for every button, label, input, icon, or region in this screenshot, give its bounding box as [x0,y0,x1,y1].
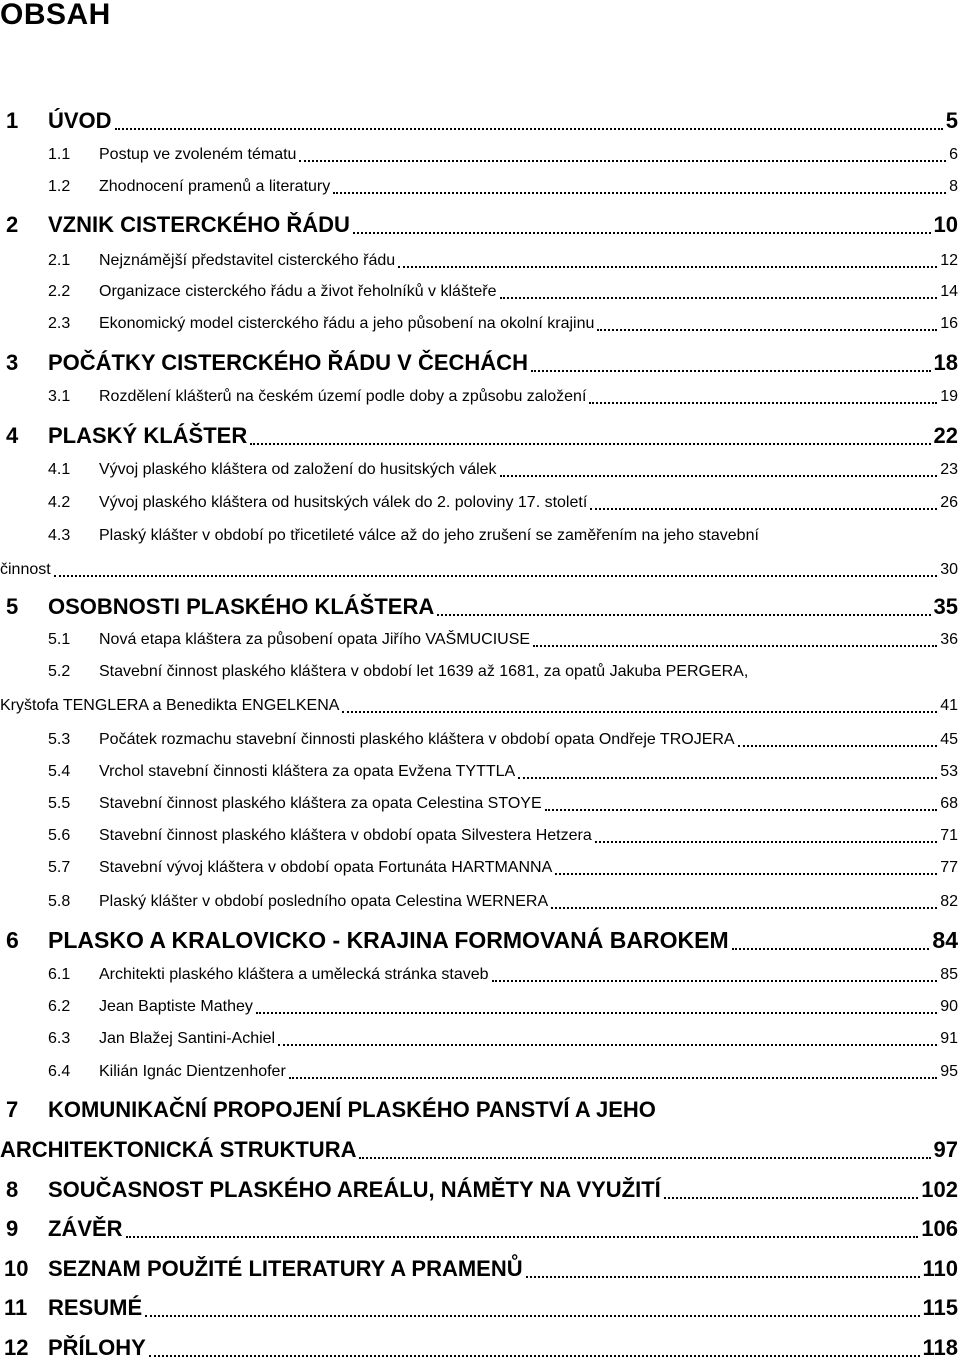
toc-title: Plaský klášter v období posledního opata Celestina WERNERA [99,893,549,910]
toc-page-number: 16 [940,315,958,332]
toc-chapter[interactable] [0,423,960,453]
toc-number: 9 [6,1216,19,1241]
toc-title: POČÁTKY CISTERCKÉHO ŘÁDU V ČECHÁCH [48,350,528,375]
toc-section[interactable] [0,731,960,761]
toc-page-number: 118 [922,1335,958,1360]
toc-dot-leader [126,1236,919,1238]
toc-number: 3 [6,350,19,375]
toc-section[interactable] [0,252,960,282]
toc-number: 5.8 [48,893,71,910]
toc-chapter[interactable] [0,1295,960,1325]
toc-title: PLASKO A KRALOVICKO - KRAJINA FORMOVANÁ BAROKEM [48,927,729,953]
toc-title: PŘÍLOHY [48,1335,146,1360]
toc-chapter[interactable] [0,1256,960,1286]
toc-dot-leader [533,645,937,647]
toc-dot-leader [500,297,938,299]
toc-title-continuation: Kryštofa TENGLERA a Benedikta ENGELKENA [0,697,340,714]
toc-chapter[interactable] [0,1216,960,1246]
toc-number: 2.2 [48,283,71,300]
toc-title: Rozdělení klášterů na českém území podle doby a způsobu založení [99,388,587,405]
toc-number: 5.5 [48,795,71,812]
toc-title: Stavební činnost plaského kláštera v období opata Silvestera Hetzera [99,827,592,844]
toc-page-number: 84 [932,927,958,953]
toc-number: 5.2 [48,663,71,680]
toc-number: 6 [6,927,19,953]
toc-dot-leader [738,745,938,747]
toc-number: 6.2 [48,998,71,1015]
toc-number: 5 [6,594,19,619]
toc-section[interactable] [0,461,960,491]
toc-dot-leader [278,1044,937,1046]
toc-page-number: 106 [921,1216,958,1241]
toc-page-number: 71 [940,827,958,844]
toc-number: 5.7 [48,859,71,876]
toc-title: RESUMÉ [48,1295,143,1320]
toc-title-continuation: ARCHITEKTONICKÁ STRUKTURA [0,1137,357,1162]
toc-page-number: 30 [940,561,958,578]
toc-title: Vývoj plaského kláštera od husitských válek do 2. poloviny 17. století [99,494,588,511]
toc-title: Stavební vývoj kláštera v období opata Fortunáta HARTMANNA [99,859,553,876]
toc-number: 1.2 [48,178,71,195]
toc-dot-leader [256,1012,937,1014]
toc-section[interactable] [0,315,960,345]
toc-page-number: 85 [940,966,958,983]
toc-page-number: 77 [940,859,958,876]
toc-number: 5.4 [48,763,71,780]
toc-dot-leader [359,1157,930,1159]
toc-title: Vývoj plaského kláštera od založení do husitských válek [99,461,497,478]
toc-dot-leader [590,508,937,510]
toc-dot-leader [250,443,930,445]
toc-title: ÚVOD [48,108,112,133]
toc-dot-leader [551,907,937,909]
toc-title: Ekonomický model cisterckého řádu a jeho působení na okolní krajinu [99,315,595,332]
toc-number: 6.3 [48,1030,71,1047]
toc-dot-leader [732,948,930,950]
toc-page-number: 110 [922,1256,958,1281]
toc-title: Zhodnocení pramenů a literatury [99,178,331,195]
toc-page-number: 95 [940,1063,958,1080]
toc-section[interactable] [0,178,960,208]
toc-title: PLASKÝ KLÁŠTER [48,423,248,448]
toc-page-number: 19 [940,388,958,405]
toc-section[interactable] [0,859,960,889]
toc-page-number: 45 [940,731,958,748]
toc-page-number: 35 [933,594,958,619]
toc-title: Počátek rozmachu stavební činnosti plaského kláštera v období opata Ondřeje TROJERA [99,731,735,748]
toc-page-number: 14 [940,283,958,300]
toc-number: 1 [6,108,19,133]
toc-title-continuation: činnost [0,561,51,578]
toc-section[interactable] [0,146,960,176]
toc-number: 11 [4,1295,28,1320]
toc-number: 6.1 [48,966,71,983]
toc-page-number: 68 [940,795,958,812]
toc-section[interactable] [0,1030,960,1060]
toc-dot-leader [342,711,937,713]
toc-number: 5.6 [48,827,71,844]
toc-title: OSOBNOSTI PLASKÉHO KLÁŠTERA [48,594,435,619]
toc-number: 8 [6,1177,19,1202]
toc-section[interactable] [0,494,960,524]
toc-page-number: 53 [940,763,958,780]
toc-page-number: 8 [949,178,958,195]
toc-dot-leader [149,1355,920,1357]
toc-section[interactable] [0,631,960,661]
toc-title: Jean Baptiste Mathey [99,998,253,1015]
toc-title: Vrchol stavební činnosti kláštera za opata Evžena TYTTLA [99,763,516,780]
toc-dot-leader [518,777,937,779]
toc-number: 12 [4,1335,29,1360]
toc-title: VZNIK CISTERCKÉHO ŘÁDU [48,212,350,237]
toc-page-number: 102 [921,1177,958,1202]
toc-chapter[interactable] [0,1097,960,1167]
toc-chapter[interactable] [0,1335,960,1365]
toc-dot-leader [437,614,930,616]
toc-dot-leader [555,873,937,875]
toc-title: Jan Blažej Santini-Achiel [99,1030,276,1047]
toc-chapter[interactable] [0,350,960,380]
toc-number: 4.1 [48,461,71,478]
toc-dot-leader [115,128,943,130]
toc-dot-leader [664,1197,919,1199]
toc-chapter[interactable] [0,108,960,138]
toc-section[interactable] [0,1063,960,1093]
toc-dot-leader [531,370,931,372]
toc-dot-leader [589,402,937,404]
toc-page-number: 41 [940,697,958,714]
toc-page-number: 115 [922,1295,958,1320]
toc-title: Kilián Ignác Dientzenhofer [99,1063,286,1080]
toc-chapter[interactable] [0,594,960,624]
toc-number: 5.1 [48,631,71,648]
toc-section[interactable] [0,763,960,793]
toc-page-number: 5 [945,108,958,133]
toc-page-number: 12 [940,252,958,269]
toc-title: Nejznámější představitel cisterckého řádu [99,252,396,269]
toc-page-number: 91 [940,1030,958,1047]
toc-dot-leader [597,329,937,331]
toc-chapter[interactable] [0,212,960,242]
toc-number: 2.1 [48,252,71,269]
toc-section[interactable] [0,827,960,857]
toc-dot-leader [333,192,946,194]
page-title: OBSAH [0,0,111,31]
toc-title: KOMUNIKAČNÍ PROPOJENÍ PLASKÉHO PANSTVÍ A JEHO [48,1097,656,1122]
toc-number: 2.3 [48,315,71,332]
toc-page-number: 10 [933,212,958,237]
toc-dot-leader [398,266,937,268]
toc-chapter[interactable] [0,1177,960,1207]
toc-page-number: 18 [933,350,958,375]
toc-dot-leader [54,575,938,577]
toc-number: 7 [6,1097,19,1122]
toc-number: 1.1 [48,146,71,163]
toc-section[interactable] [0,663,960,727]
toc-chapter[interactable] [0,927,960,957]
toc-page-number: 23 [940,461,958,478]
toc-title: Nová etapa kláštera za působení opata Jiřího VAŠMUCIUSE [99,631,531,648]
toc-page-number: 97 [933,1137,958,1162]
toc-number: 6.4 [48,1063,71,1080]
toc-number: 4 [6,423,19,448]
toc-dot-leader [289,1077,937,1079]
toc-dot-leader [353,232,931,234]
toc-title: SOUČASNOST PLASKÉHO AREÁLU, NÁMĚTY NA VYUŽITÍ [48,1177,661,1202]
toc-page-number: 82 [940,893,958,910]
toc-title: Postup ve zvoleném tématu [99,146,297,163]
toc-section[interactable] [0,893,960,923]
toc-dot-leader [299,160,946,162]
toc-page-number: 90 [940,998,958,1015]
toc-section[interactable] [0,388,960,418]
toc-number: 5.3 [48,731,71,748]
toc-number: 10 [4,1256,29,1281]
toc-page-number: 6 [949,146,958,163]
toc-title: ZÁVĚR [48,1216,123,1241]
toc-number: 4.2 [48,494,71,511]
toc-dot-leader [595,841,937,843]
toc-section[interactable] [0,998,960,1028]
toc-title: SEZNAM POUŽITÉ LITERATURY A PRAMENŮ [48,1256,523,1281]
toc-page-number: 36 [940,631,958,648]
toc-title: Stavební činnost plaského kláštera v období let 1639 až 1681, za opatů Jakuba PERGERA, [99,663,749,680]
toc-title: Stavební činnost plaského kláštera za opata Celestina STOYE [99,795,542,812]
toc-dot-leader [500,475,938,477]
toc-number: 2 [6,212,19,237]
toc-dot-leader [492,980,938,982]
toc-section[interactable] [0,795,960,825]
toc-section[interactable] [0,283,960,313]
toc-dot-leader [545,809,938,811]
toc-title: Organizace cisterckého řádu a život řeholníků v klášteře [99,283,497,300]
toc-section[interactable] [0,527,960,591]
toc-page-number: 26 [940,494,958,511]
toc-page-number: 22 [933,423,958,448]
toc-number: 4.3 [48,527,71,544]
toc-number: 3.1 [48,388,71,405]
toc-dot-leader [526,1276,920,1278]
toc-dot-leader [145,1315,919,1317]
toc-title: Plaský klášter v období po třicetileté válce až do jeho zrušení se zaměřením na jeho stavební [99,527,759,544]
toc-title: Architekti plaského kláštera a umělecká stránka staveb [99,966,489,983]
toc-section[interactable] [0,966,960,996]
